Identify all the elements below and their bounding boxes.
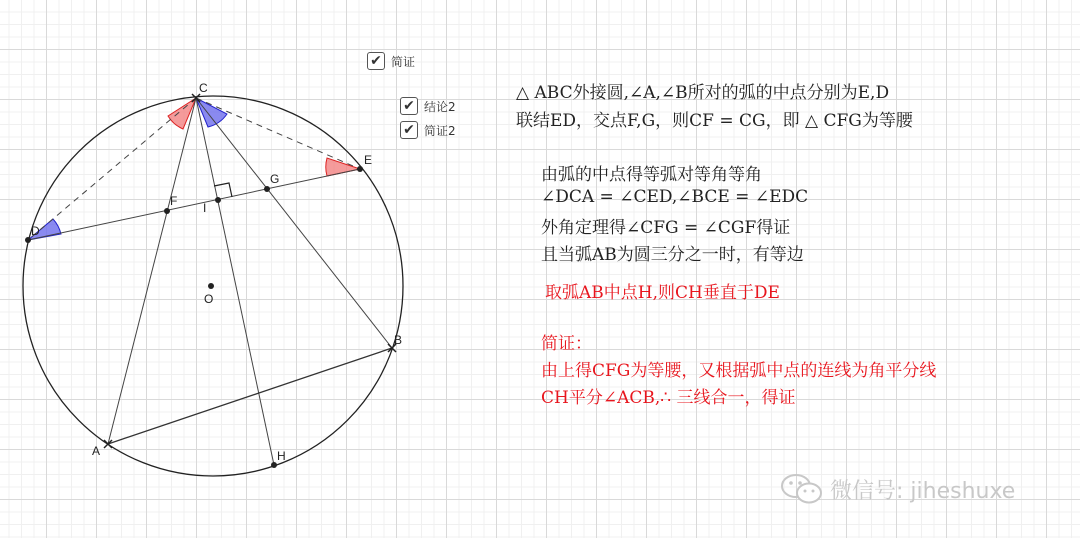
segment-ce (196, 98, 360, 169)
proof-line-3: 外角定理得∠CFG = ∠CGF得证 (541, 218, 791, 238)
check-icon[interactable]: ✔ (400, 121, 418, 139)
point-o[interactable] (208, 283, 214, 289)
label-b: B (394, 333, 403, 347)
point-i[interactable] (215, 197, 221, 203)
problem-line-2: 联结ED，交点F,G，则CF = CG，即 △ CFG为等腰 (516, 111, 913, 131)
segment-de (28, 169, 360, 240)
watermark-text: 微信号: jiheshuxe (830, 478, 1016, 504)
watermark (780, 472, 1015, 506)
proof-line-1: 由弧的中点得等弧对等角等角 (541, 165, 762, 185)
segment-cb (196, 98, 392, 348)
checkbox-label: 简证 (391, 54, 416, 69)
point-f[interactable] (164, 208, 170, 214)
problem-line-1: △ ABC外接圆,∠A,∠B所对的弧的中点分别为E,D (516, 83, 890, 103)
brief-proof-line-2: CH平分∠ACB,∴ 三线合一，得证 (541, 388, 796, 408)
label-f: F (170, 194, 178, 208)
point-a[interactable] (104, 440, 112, 448)
point-c[interactable] (192, 94, 200, 102)
label-d: D (31, 224, 40, 238)
segment-ca (108, 98, 196, 444)
segment-ab (108, 348, 392, 444)
checkbox-jianzheng[interactable] (367, 52, 415, 70)
proof-line-4: 且当弧AB为圆三分之一时，有等边 (541, 245, 804, 265)
label-g: G (270, 172, 280, 186)
label-a: A (92, 444, 101, 458)
checkbox-label: 简证2 (424, 123, 456, 138)
brief-proof-title: 简证： (541, 334, 592, 354)
angle-ced-marker (326, 158, 360, 176)
label-o: O (204, 292, 214, 306)
label-c: C (199, 81, 208, 95)
check-icon[interactable]: ✔ (400, 97, 418, 115)
brief-proof-line-1: 由上得CFG为等腰，又根据弧中点的连线为角平分线 (541, 361, 937, 381)
segment-cd (28, 98, 196, 240)
point-g[interactable] (264, 186, 270, 192)
checkbox-jianzheng2[interactable] (400, 121, 456, 139)
label-e: E (364, 153, 373, 167)
proof-line-2: ∠DCA = ∠CED,∠BCE = ∠EDC (541, 187, 809, 207)
label-h: H (277, 449, 286, 463)
checkbox-jielun2[interactable] (400, 97, 456, 115)
label-i: I (203, 201, 207, 215)
point-e[interactable] (357, 166, 363, 172)
conclusion2-line: 取弧AB中点H,则CH垂直于DE (545, 283, 780, 303)
wechat-icon (780, 472, 824, 506)
checkbox-label: 结论2 (424, 99, 456, 114)
check-icon[interactable]: ✔ (367, 52, 385, 70)
angle-bce-marker (196, 98, 227, 127)
